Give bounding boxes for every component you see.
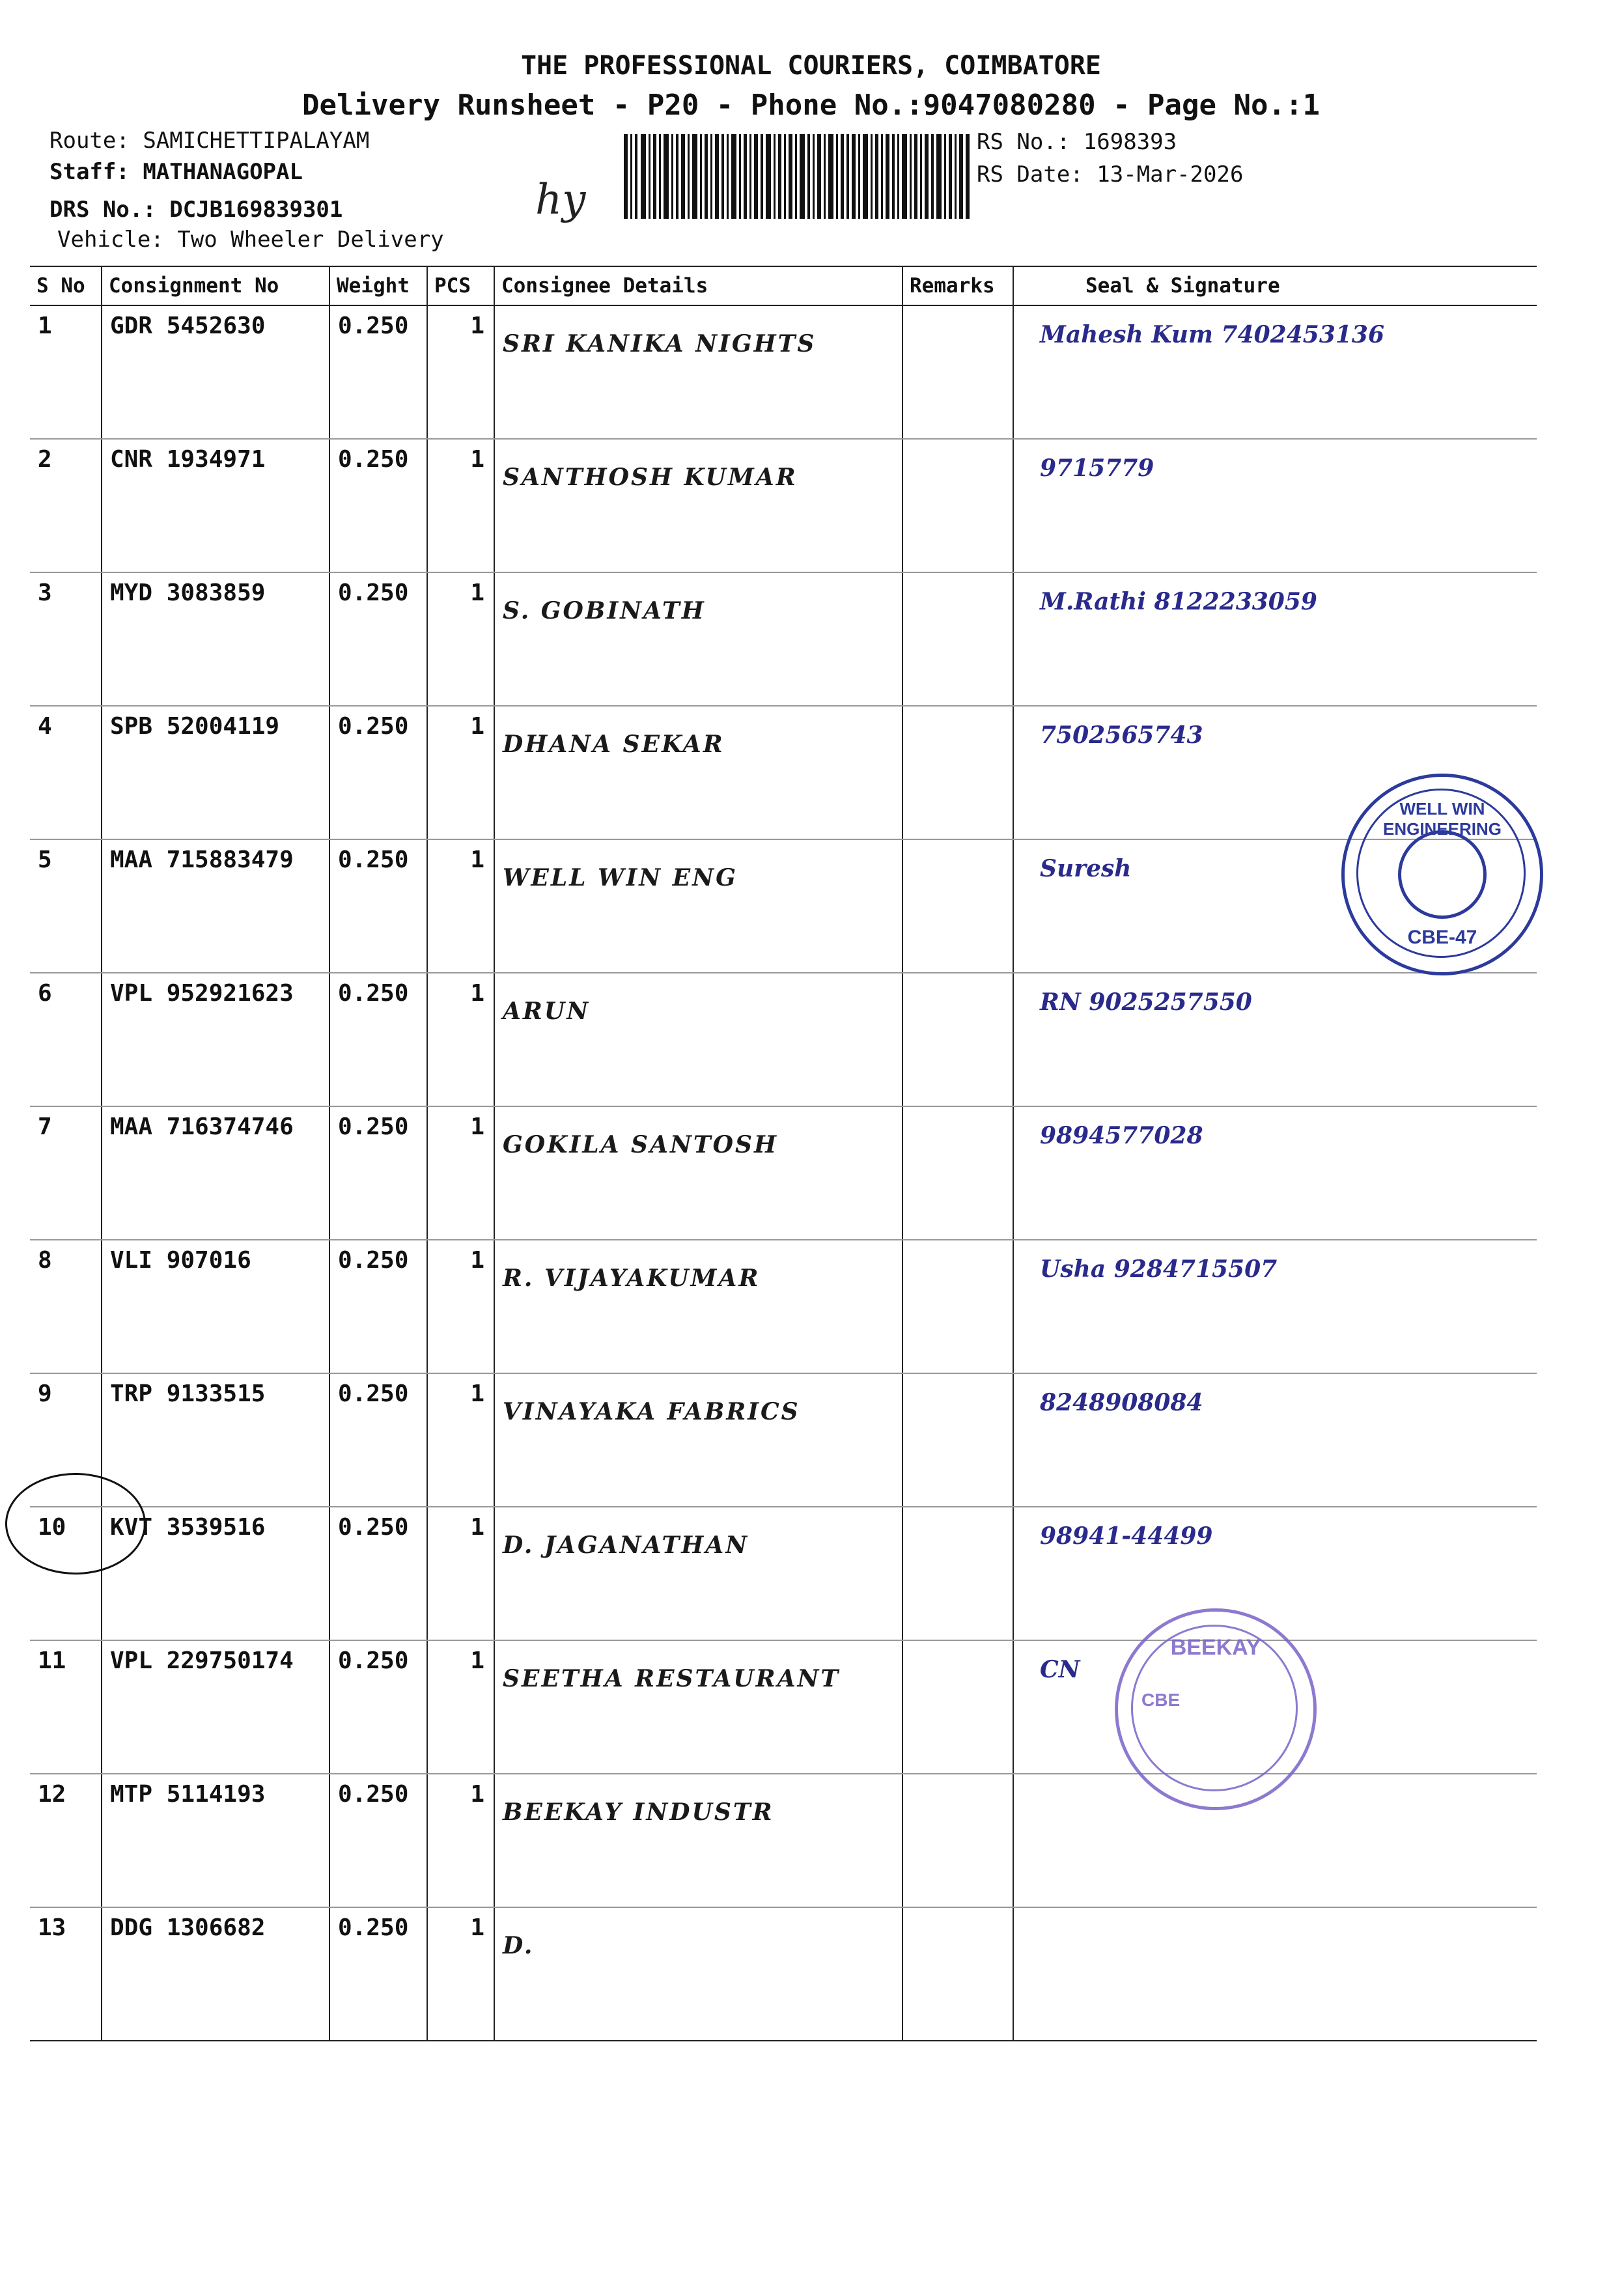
consignee-cell: SANTHOSH KUMAR — [494, 439, 902, 572]
pcs-cell: 1 — [427, 572, 494, 706]
pcs-cell: 1 — [427, 839, 494, 973]
consignee-cell: D. JAGANATHAN — [494, 1507, 902, 1640]
pcs-cell: 1 — [427, 1774, 494, 1907]
document-title: THE PROFESSIONAL COURIERS, COIMBATORE — [520, 51, 1102, 81]
sno-cell: 5 — [30, 839, 102, 973]
table-row — [30, 973, 1537, 1106]
sno-cell: 8 — [30, 1240, 102, 1373]
signature-cell: 7502565743 — [1013, 706, 1537, 839]
weight-cell: 0.250 — [329, 973, 427, 1106]
well-win-stamp-top-text: WELL WIN ENGINEERING — [1382, 799, 1502, 839]
signature-cell: RN 9025257550 — [1013, 973, 1537, 1106]
beekay-stamp-top-text: BEEKAY — [1170, 1635, 1261, 1660]
remarks-cell — [902, 839, 1013, 973]
circle-mark-row-11 — [5, 1473, 146, 1575]
pcs-cell: 1 — [427, 1907, 494, 2041]
sno-cell: 4 — [30, 706, 102, 839]
consignee-cell: SRI KANIKA NIGHTS — [494, 305, 902, 439]
signature-cell — [1013, 1907, 1537, 2041]
weight-cell: 0.250 — [329, 1907, 427, 2041]
rs-no-line — [977, 129, 1177, 155]
drs-label: DRS No.: — [49, 197, 156, 223]
col-weight: Weight — [329, 266, 427, 305]
pcs-cell: 1 — [427, 1640, 494, 1774]
staff-line — [49, 159, 303, 185]
vehicle-line — [57, 227, 444, 253]
consignment-cell: VPL 229750174 — [102, 1640, 329, 1774]
pcs-cell: 1 — [427, 973, 494, 1106]
document-subtitle: Delivery Runsheet - P20 - Phone No.:9047080280 - Page No.:1 — [302, 89, 1320, 122]
col-sno: S No — [30, 266, 102, 305]
consignment-cell: TRP 9133515 — [102, 1373, 329, 1507]
signature-cell: Mahesh Kum 7402453136 — [1013, 305, 1537, 439]
consignment-cell: MTP 5114193 — [102, 1774, 329, 1907]
weight-cell: 0.250 — [329, 1774, 427, 1907]
runsheet-table — [30, 266, 1537, 2041]
rs-date-label: RS Date: — [977, 161, 1084, 188]
table-row — [30, 305, 1537, 439]
pcs-cell: 1 — [427, 1240, 494, 1373]
pcs-cell: 1 — [427, 439, 494, 572]
consignee-cell: BEEKAY INDUSTR — [494, 1774, 902, 1907]
consignee-cell: VINAYAKA FABRICS — [494, 1373, 902, 1507]
well-win-stamp-bottom-text: CBE-47 — [1407, 927, 1477, 948]
weight-cell: 0.250 — [329, 1240, 427, 1373]
remarks-cell — [902, 1640, 1013, 1774]
sno-cell: 1 — [30, 305, 102, 439]
signature-cell: CN — [1013, 1640, 1537, 1774]
table-row — [30, 1507, 1537, 1640]
consignee-cell: GOKILA SANTOSH — [494, 1106, 902, 1240]
beekay-stamp — [1115, 1608, 1317, 1810]
consignment-cell: SPB 52004119 — [102, 706, 329, 839]
table-row — [30, 1106, 1537, 1240]
remarks-cell — [902, 1106, 1013, 1240]
sno-cell: 6 — [30, 973, 102, 1106]
pcs-cell: 1 — [427, 706, 494, 839]
consignee-cell: SEETHA RESTAURANT — [494, 1640, 902, 1774]
table-row — [30, 1907, 1537, 2041]
consignee-cell: ARUN — [494, 973, 902, 1106]
remarks-cell — [902, 1373, 1013, 1507]
table-row — [30, 706, 1537, 839]
table-row — [30, 439, 1537, 572]
consignment-cell: VLI 907016 — [102, 1240, 329, 1373]
col-consignee: Consignee Details — [494, 266, 902, 305]
consignee-cell: R. VIJAYAKUMAR — [494, 1240, 902, 1373]
table-row — [30, 1373, 1537, 1507]
remarks-cell — [902, 439, 1013, 572]
sno-cell: 11 — [30, 1640, 102, 1774]
consignee-cell: DHANA SEKAR — [494, 706, 902, 839]
signature-cell: Usha 9284715507 — [1013, 1240, 1537, 1373]
signature-cell: 8248908084 — [1013, 1373, 1537, 1507]
route-value: SAMICHETTIPALAYAM — [143, 128, 370, 154]
route-label: Route: — [49, 128, 130, 154]
consignment-cell: GDR 5452630 — [102, 305, 329, 439]
signature-cell: Suresh — [1013, 839, 1537, 973]
weight-cell: 0.250 — [329, 1373, 427, 1507]
drs-value: DCJB169839301 — [169, 197, 343, 223]
remarks-cell — [902, 706, 1013, 839]
table-row — [30, 572, 1537, 706]
consignment-cell: MYD 3083859 — [102, 572, 329, 706]
table-row — [30, 1774, 1537, 1907]
weight-cell: 0.250 — [329, 439, 427, 572]
drs-line — [49, 197, 343, 223]
consignment-cell: KVT 3539516 — [102, 1507, 329, 1640]
rs-no-value: 1698393 — [1083, 129, 1177, 155]
sno-cell: 7 — [30, 1106, 102, 1240]
staff-initials: hy — [535, 176, 586, 224]
consignment-cell: CNR 1934971 — [102, 439, 329, 572]
weight-cell: 0.250 — [329, 706, 427, 839]
remarks-cell — [902, 1907, 1013, 2041]
table-row — [30, 839, 1537, 973]
table-header-row — [30, 266, 1537, 305]
weight-cell: 0.250 — [329, 1640, 427, 1774]
rs-date-value: 13-Mar-2026 — [1097, 161, 1244, 188]
table-row — [30, 1240, 1537, 1373]
pcs-cell: 1 — [427, 1106, 494, 1240]
vehicle-value: Two Wheeler Delivery — [177, 227, 444, 253]
weight-cell: 0.250 — [329, 305, 427, 439]
consignee-cell: D. — [494, 1907, 902, 2041]
sno-cell: 9 — [30, 1373, 102, 1507]
sno-cell: 3 — [30, 572, 102, 706]
remarks-cell — [902, 1507, 1013, 1640]
remarks-cell — [902, 305, 1013, 439]
weight-cell: 0.250 — [329, 572, 427, 706]
remarks-cell — [902, 1774, 1013, 1907]
consignment-cell: VPL 952921623 — [102, 973, 329, 1106]
route-line — [49, 128, 369, 154]
well-win-stamp — [1341, 774, 1543, 975]
weight-cell: 0.250 — [329, 1507, 427, 1640]
weight-cell: 0.250 — [329, 839, 427, 973]
weight-cell: 0.250 — [329, 1106, 427, 1240]
col-remarks: Remarks — [902, 266, 1013, 305]
sno-cell: 12 — [30, 1774, 102, 1907]
sno-cell: 2 — [30, 439, 102, 572]
col-signature: Seal & Signature — [1013, 266, 1537, 305]
pcs-cell: 1 — [427, 1507, 494, 1640]
col-consignment: Consignment No — [102, 266, 329, 305]
signature-cell: 98941-44499 — [1013, 1507, 1537, 1640]
consignment-cell: MAA 716374746 — [102, 1106, 329, 1240]
remarks-cell — [902, 973, 1013, 1106]
consignee-cell: S. GOBINATH — [494, 572, 902, 706]
remarks-cell — [902, 572, 1013, 706]
pcs-cell: 1 — [427, 305, 494, 439]
barcode-icon — [624, 134, 972, 219]
vehicle-label: Vehicle: — [57, 227, 164, 253]
staff-value: MATHANAGOPAL — [143, 159, 303, 185]
signature-cell: 9715779 — [1013, 439, 1537, 572]
sno-cell: 10 — [30, 1507, 102, 1640]
consignment-cell: MAA 715883479 — [102, 839, 329, 973]
pcs-cell: 1 — [427, 1373, 494, 1507]
signature-cell: 9894577028 — [1013, 1106, 1537, 1240]
signature-cell: M.Rathi 8122233059 — [1013, 572, 1537, 706]
consignee-cell: WELL WIN ENG — [494, 839, 902, 973]
beekay-stamp-side-text: CBE — [1141, 1690, 1181, 1710]
rs-date-line — [977, 161, 1243, 188]
signature-cell — [1013, 1774, 1537, 1907]
consignment-cell: DDG 1306682 — [102, 1907, 329, 2041]
staff-label: Staff: — [49, 159, 130, 185]
col-pcs: PCS — [427, 266, 494, 305]
sno-cell: 13 — [30, 1907, 102, 2041]
rs-no-label: RS No.: — [977, 129, 1070, 155]
remarks-cell — [902, 1240, 1013, 1373]
